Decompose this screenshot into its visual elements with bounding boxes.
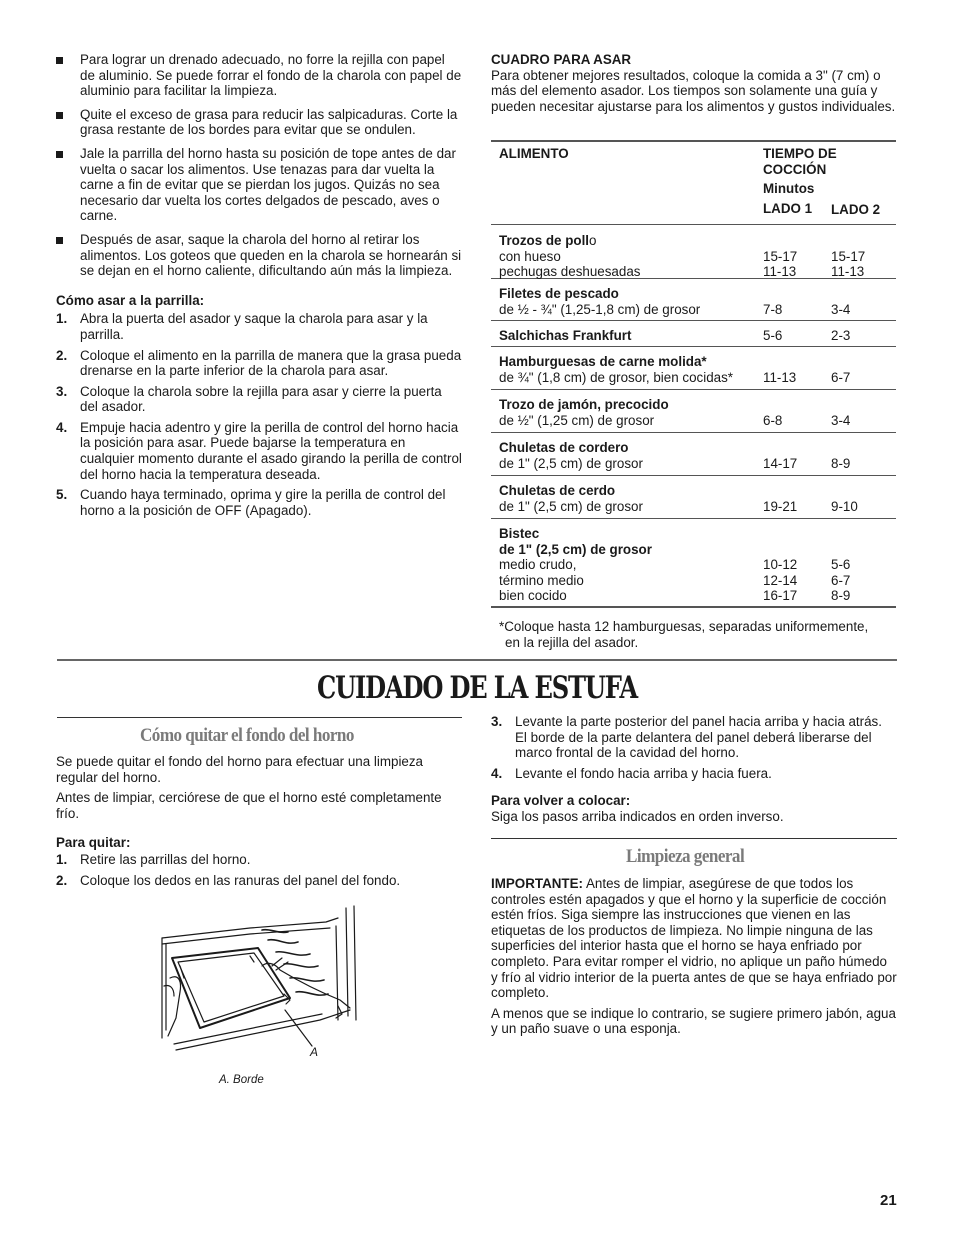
remove-heading: Para quitar: [56, 835, 131, 851]
list-item: 2. Coloque el alimento en la parrilla de manera que la grasa pueda drenarse en la parte inferior de la charola para asar. [56, 347, 462, 379]
chart-intro-text: Para obtener mejores resultados, coloque la comida a 3" (7 cm) o más del elemento asador. Los tiempos son solamente una guía y pueden necesitar ajustarse para los alimentos y gustos individuales. [491, 67, 896, 114]
table-row: Bistec de 1" (2,5 cm) de grosor medio crudo, 10-12 5-6 término medio 12-14 6-7 bien cocido 16-17 8-9 [491, 519, 896, 608]
table-row: Chuletas de cerdo de 1" (2,5 cm) de grosor 19-21 9-10 [491, 476, 896, 519]
chart-heading: CUADRO PARA ASAR [491, 52, 632, 67]
table-row: Trozos de pollo con hueso 15-17 15-17 pechugas deshuesadas 11-13 11-13 [491, 225, 896, 279]
list-item: 1. Abra la puerta del asador y saque la charola para asar y la parrilla. [56, 311, 428, 342]
list-item [56, 52, 462, 99]
bullet-square-icon [56, 151, 63, 158]
list-item: 1. Retire las parrillas del horno. [56, 851, 251, 867]
replace-heading: Para volver a colocar: [491, 793, 631, 809]
chart-footnote: *Coloque hasta 12 hamburguesas, separadas uniformemente, en la rejilla del asador. [499, 619, 869, 650]
remove-bottom-body: Se puede quitar el fondo del horno para efectuar una limpieza regular del horno. Antes de limpiar, cerciórese de que el horno esté completamente frío. Para quitar: 1. Retire las parrillas del horno. 2. Coloque los dedos en las ranuras del panel del fondo. [56, 754, 462, 893]
bullet-square-icon [56, 112, 63, 119]
remove-steps [56, 852, 462, 888]
list-item: 4. Empuje hacia adentro y gire la perilla de control del horno hacia la posición para asar. Puede bajarse la temperatura en cualquier momento durante el asado girando la perilla de control del horno hacia la temperatura deseada. [56, 419, 462, 482]
broil-tips-list [56, 52, 462, 523]
section-rule-left [57, 717, 462, 718]
list-item [56, 232, 462, 279]
broil-chart-table [491, 140, 896, 650]
page-title: CUIDADO DE LA ESTUFA [317, 670, 637, 706]
broil-steps [56, 311, 462, 518]
list-item [56, 146, 462, 224]
list-item: 2. Coloque los dedos en las ranuras del panel del fondo. [56, 872, 401, 888]
bullet-text: Quite el exceso de grasa para reducir las salpicaduras. Corte la grasa restante de los bordes para evitar que se ondulen. [80, 106, 458, 138]
oven-bottom-figure [150, 900, 370, 1065]
figure-caption: A. Borde [219, 1074, 264, 1086]
bullet-square-icon [56, 57, 63, 64]
table-row: Chuletas de cordero de 1" (2,5 cm) de grosor 14-17 8-9 [491, 433, 896, 476]
table-header [491, 140, 896, 225]
list-item: 3. Coloque la charola sobre la rejilla para asar y cierre la puerta del asador. [56, 383, 442, 415]
section-rule-right [491, 838, 897, 839]
list-item: 5. Cuando haya terminado, oprima y gire la perilla de control del horno a la posición de OFF (Apagado). [56, 487, 446, 518]
replace-text: Siga los pasos arriba indicados en orden inverso. [491, 808, 784, 824]
col-side2-header: LADO 2 [831, 202, 881, 217]
table-row: Salchichas Frankfurt 5-6 2-3 [491, 321, 896, 347]
table-row: Hamburguesas de carne molida* de ¾" (1,8 cm) de grosor, bien cocidas* 11-13 6-7 [491, 347, 896, 390]
list-item: 4. Levante el fondo hacia arriba y hacia fuera. [491, 765, 772, 781]
general-cleaning-body: IMPORTANTE: Antes de limpiar, asegúrese de que todos los controles estén apagados y que el horno y la superficie de cocción estén fríos. Siga siempre las instrucciones que vienen en las etiquetas de los productos de limpieza. No limpie ninguna de las superficies del interior hasta que el horno se haya enfriado por completo. Para evitar romper el vidrio, no aplique un paño húmedo y frío al vidrio interior de la puerta antes de que se haya enfriado por completo. A menos que se indique lo contrario, se sugiere primero jabón, agua y un paño suave o una esponja. [491, 876, 897, 1037]
table-row: Trozo de jamón, precocido de ½" (1,25 cm) de grosor 6-8 3-4 [491, 390, 896, 433]
bullet-text: Después de asar, saque la charola del horno al retirar los alimentos. Los goteos que queden en la charola se hornearán si se dejan en el horno caliente, dificultando aún más la limpieza. [80, 231, 462, 279]
figure-label-a: A [310, 1045, 319, 1059]
bullet-text: Jale la parrilla del horno hasta su posición de tope antes de dar vuelta o sacar los alimentos. Use tenazas para dar vuelta la carne a fin de evitar que se pierdan los jugos. Quizás no sea necesario dar vuelta los cortes delgados de pescado, aves o carne. [80, 145, 456, 224]
col-time-header: TIEMPO DE COCCIÓN Minutos LADO 1 [763, 146, 837, 216]
broil-chart-intro [491, 52, 896, 114]
remove-steps-continued [491, 714, 897, 781]
bullet-square-icon [56, 237, 63, 244]
broil-heading: Cómo asar a la parrilla: [56, 292, 205, 308]
list-item [56, 107, 462, 138]
bullet-text: Para lograr un drenado adecuado, no forre la rejilla con papel de aluminio. Se puede forrar el fondo de la charola con papel de aluminio para facilitar la limpieza. [80, 52, 462, 99]
list-item: 3. Levante la parte posterior del panel hacia arriba y hacia atrás. El borde de la parte delantera del panel deberá liberarse del marco frontal de la cavidad del horno. [491, 714, 882, 761]
title-rule [57, 659, 897, 661]
remove-bottom-continued [491, 714, 897, 825]
col-food-header: ALIMENTO [499, 146, 569, 161]
section-heading-remove-bottom: Cómo quitar el fondo del horno [140, 725, 354, 746]
table-row: Filetes de pescado de ½ - ¾" (1,25-1,8 cm) de grosor 7-8 3-4 [491, 279, 896, 321]
page-number: 21 [880, 1192, 897, 1209]
section-heading-general-cleaning: Limpieza general [626, 846, 745, 867]
